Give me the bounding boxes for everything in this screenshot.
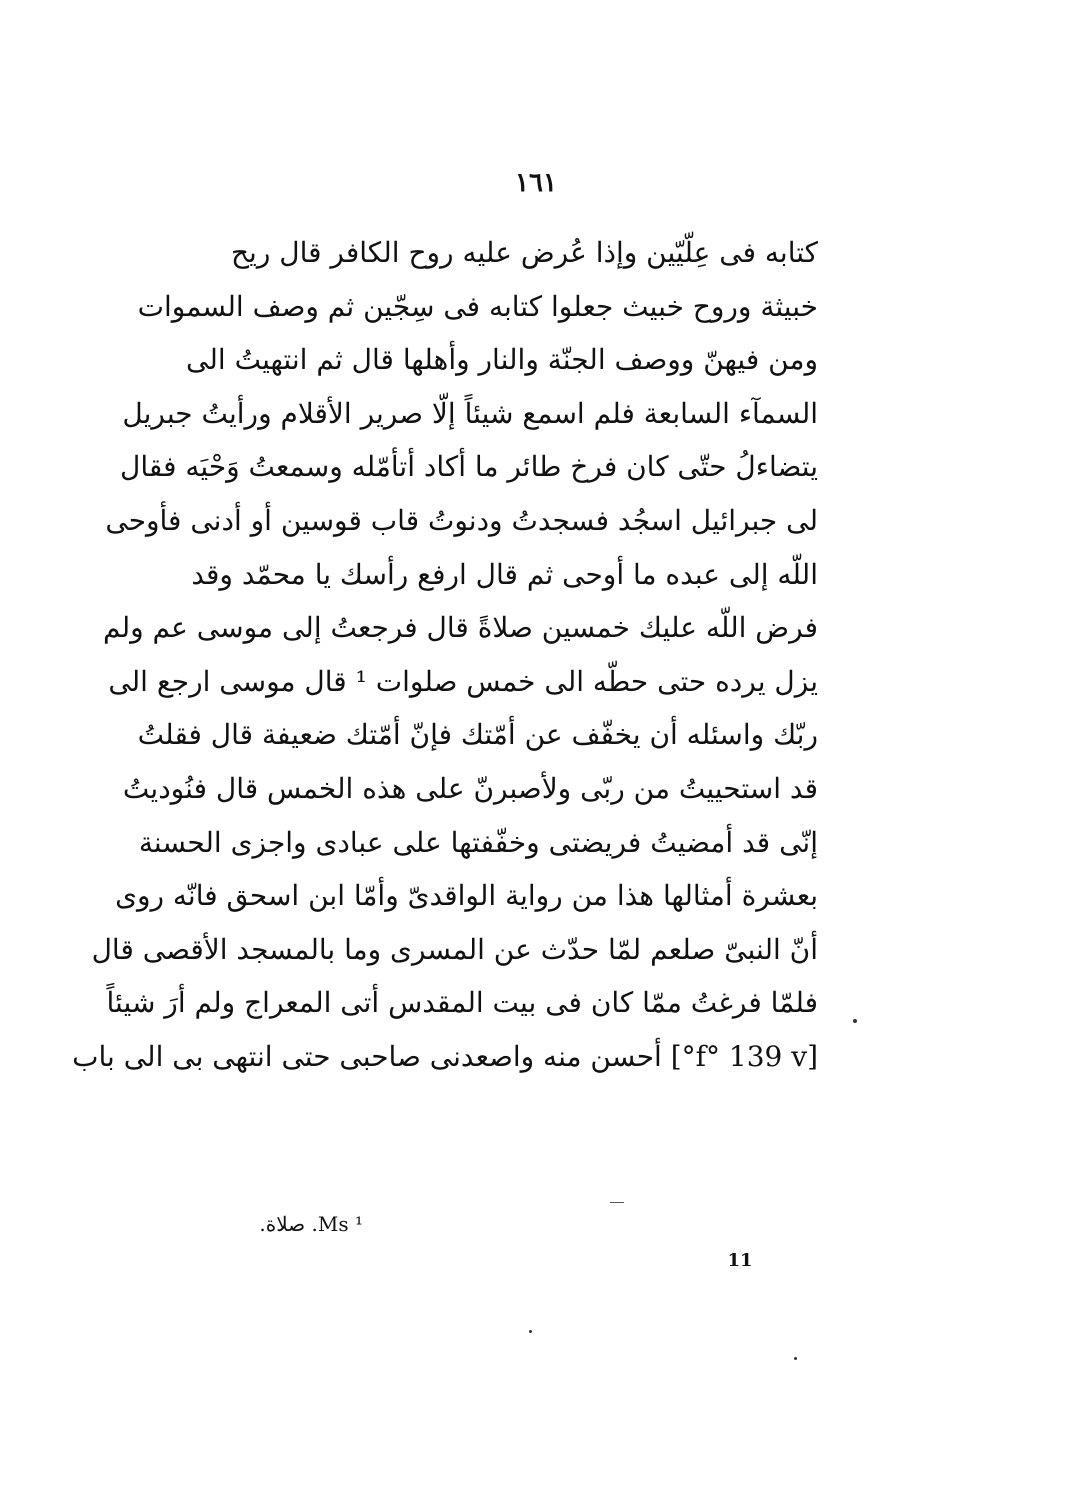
text-line: اللّه إلى عبده ما أوحى ثم قال ارفع رأسك يا محمّد وقد — [191, 557, 818, 591]
text-line: أنّ النبىّ صلعم لمّا حدّث عن المسرى وما بالمسجد الأقصى قال — [91, 932, 818, 966]
scan-speck — [529, 1330, 532, 1333]
text-line: يتضاءلُ حتّى كان فرخ طائر ما أكاد أتأمّله وسمعتُ وَحْيَه فقال — [120, 450, 818, 484]
text-line: فلمّا فرغتُ ممّا كان فى بيت المقدس أتى المعراج ولم أرَ شيئاً — [106, 986, 818, 1020]
text-line: بعشرة أمثالها هذا من رواية الواقدىّ وأمّا ابن اسحق فانّه روى — [115, 879, 818, 913]
text-line: لى جبرائيل اسجُد فسجدتُ ودنوتُ قاب قوسين أو أدنى فأوحى — [105, 503, 818, 537]
text-line: إنّى قد أمضيتُ فريضتى وخفّفتها على عبادى واجزى الحسنة — [138, 825, 818, 859]
text-line: كتابه فى عِلّيّين وإذا عُرض عليه روح الكافر قال ريح — [230, 236, 818, 269]
printer-signature-mark: 11 — [727, 1250, 753, 1271]
text-line: [f° 139 v°] أحسن منه واصعدنى صاحبى حتى انتهى بى الى باب — [72, 1039, 818, 1073]
footnote: ¹ Ms. صلاة. — [259, 1212, 363, 1236]
scan-mark — [610, 1202, 624, 1203]
text-line: السمآء السابعة فلم اسمع شيئاً إلّا صرير الأقلام ورأيتُ جبريل — [122, 396, 818, 430]
text-line: فرض اللّه عليك خمسين صلاةً قال فرجعتُ إلى موسى عم ولم — [102, 611, 818, 645]
page-number: ١٦١ — [515, 168, 557, 198]
text-line: قد استحييتُ من ربّى ولأصبرنّ على هذه الخمس قال فنُوديتُ — [122, 771, 818, 805]
text-line: ربّك واسئله أن يخفّف عن أمّتك فإنّ أمّتك ضعيفة قال فقلتُ — [137, 718, 818, 752]
scan-speck — [794, 1357, 797, 1360]
text-line: خبيثة وروح خبيث جعلوا كتابه فى سِجّين ثم وصف السموات — [137, 289, 818, 323]
scan-speck — [853, 1019, 857, 1023]
text-line: يزل يرده حتى حطّه الى خمس صلوات ¹ قال موسى ارجع الى — [108, 664, 818, 698]
main-text — [72, 226, 818, 1084]
text-line: ومن فيهنّ ووصف الجنّة والنار وأهلها قال ثم انتهيتُ الى — [186, 343, 818, 377]
